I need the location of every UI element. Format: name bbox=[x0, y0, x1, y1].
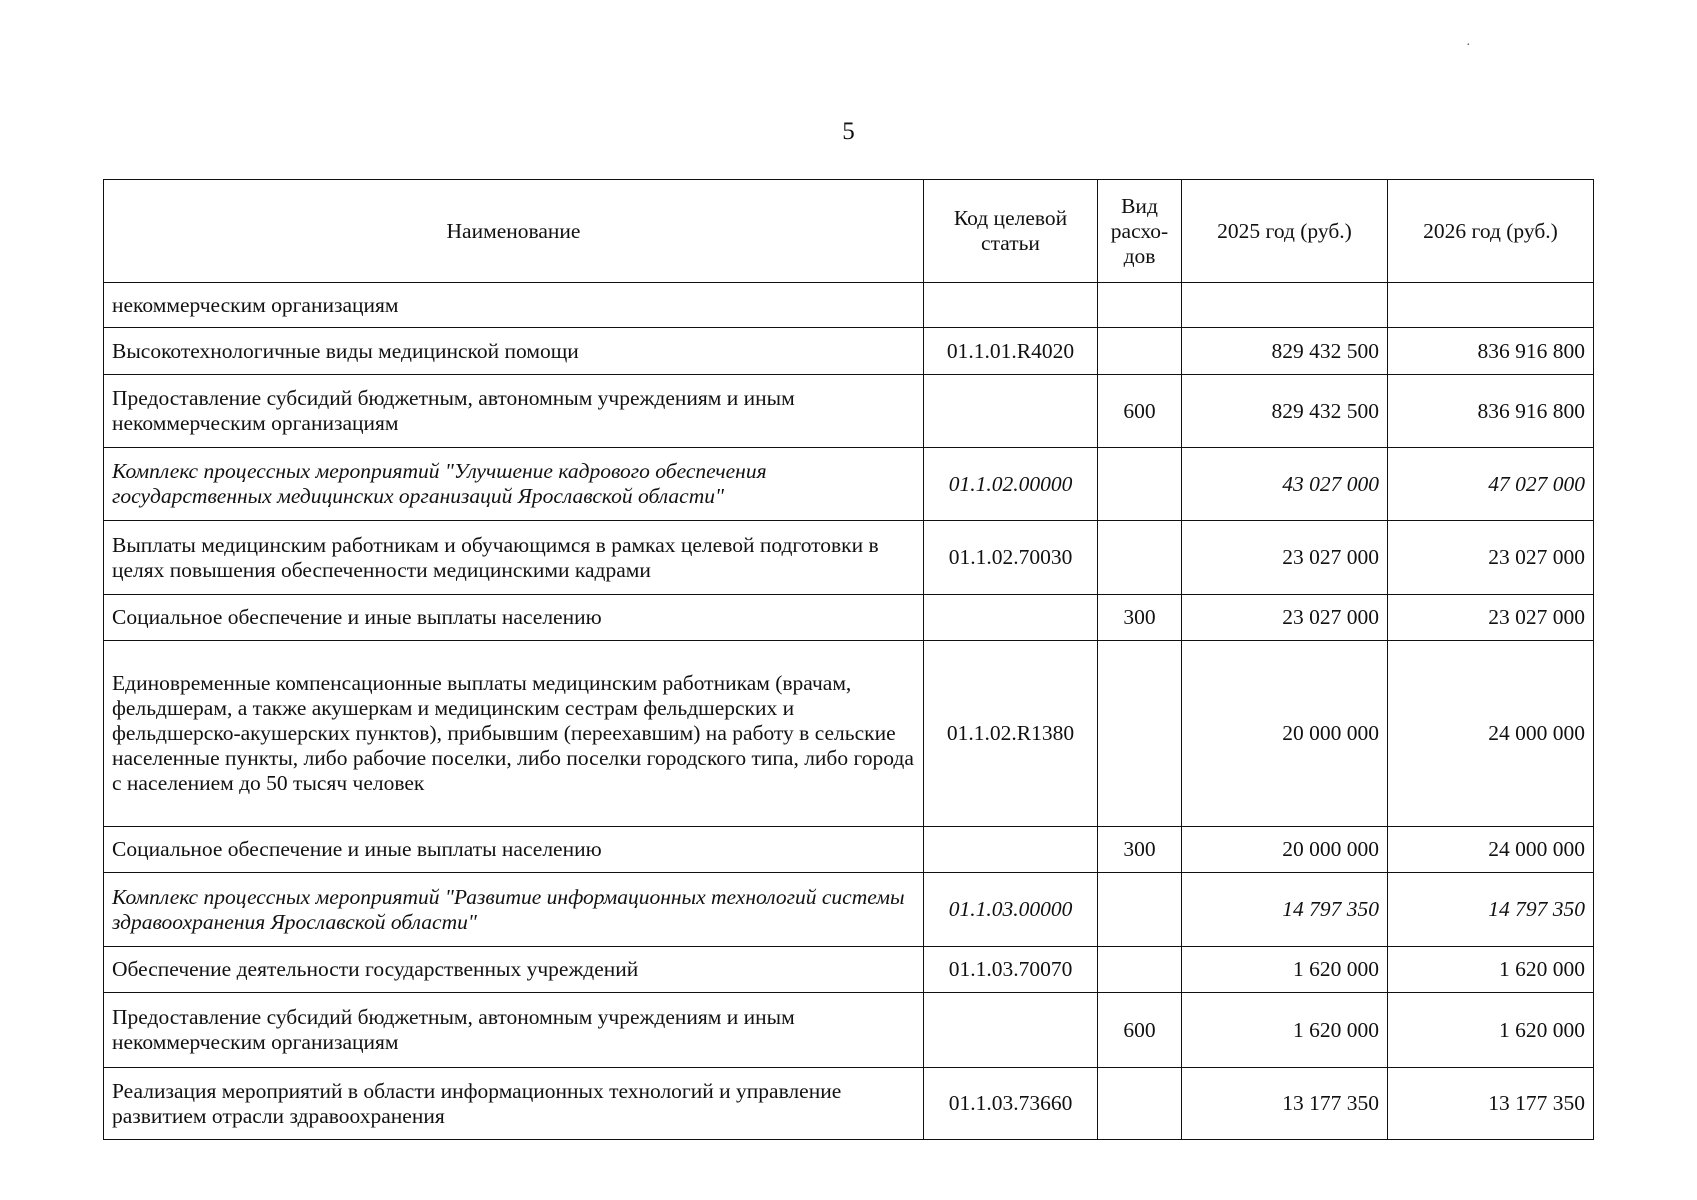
budget-table bbox=[103, 179, 1594, 1140]
row-code bbox=[924, 375, 1098, 448]
row-code bbox=[924, 993, 1098, 1068]
row-code: 01.1.03.70070 bbox=[924, 947, 1098, 993]
row-2026: 13 177 350 bbox=[1388, 1068, 1594, 1140]
row-vid: 300 bbox=[1098, 595, 1182, 641]
row-name: Единовременные компенсационные выплаты медицинским работникам (врачам, фельдшерам, а также акушеркам и медицинским сестрам фельдшерских и фельдшерско-акушерских пунктов), прибывшим (переехавшим) на работу в сельские населенные пункты, либо рабочие поселки, либо поселки городского типа, либо города с населением до 50 тысяч человек bbox=[104, 641, 924, 827]
row-2026: 836 916 800 bbox=[1388, 328, 1594, 375]
row-name: Выплаты медицинским работникам и обучающимся в рамках целевой подготовки в целях повышения обеспеченности медицинскими кадрами bbox=[104, 521, 924, 595]
table-row bbox=[104, 595, 1594, 641]
row-vid: 600 bbox=[1098, 375, 1182, 448]
row-2026: 23 027 000 bbox=[1388, 595, 1594, 641]
row-code bbox=[924, 595, 1098, 641]
table-row bbox=[104, 827, 1594, 873]
row-2025: 829 432 500 bbox=[1182, 328, 1388, 375]
row-2026: 24 000 000 bbox=[1388, 641, 1594, 827]
row-vid bbox=[1098, 1068, 1182, 1140]
row-name: Комплекс процессных мероприятий "Улучшение кадрового обеспечения государственных медицинских организаций Ярославской области" bbox=[104, 448, 924, 521]
table-row bbox=[104, 283, 1594, 328]
row-vid: 300 bbox=[1098, 827, 1182, 873]
row-2025: 43 027 000 bbox=[1182, 448, 1388, 521]
scan-dot-mark: · bbox=[1466, 38, 1471, 53]
row-code: 01.1.01.R4020 bbox=[924, 328, 1098, 375]
row-name: Предоставление субсидий бюджетным, автономным учреждениям и иным некоммерческим организациям bbox=[104, 993, 924, 1068]
table-row bbox=[104, 947, 1594, 993]
row-vid bbox=[1098, 283, 1182, 328]
row-code: 01.1.02.R1380 bbox=[924, 641, 1098, 827]
row-2025: 829 432 500 bbox=[1182, 375, 1388, 448]
row-code: 01.1.02.70030 bbox=[924, 521, 1098, 595]
row-2025: 1 620 000 bbox=[1182, 993, 1388, 1068]
row-vid bbox=[1098, 641, 1182, 827]
row-2026: 47 027 000 bbox=[1388, 448, 1594, 521]
row-vid bbox=[1098, 521, 1182, 595]
row-vid: 600 bbox=[1098, 993, 1182, 1068]
row-2025: 13 177 350 bbox=[1182, 1068, 1388, 1140]
row-name: некоммерческим организациям bbox=[104, 283, 924, 328]
page-number: 5 bbox=[842, 118, 855, 145]
row-2025 bbox=[1182, 283, 1388, 328]
row-vid bbox=[1098, 947, 1182, 993]
table-row bbox=[104, 375, 1594, 448]
header-2026: 2026 год (руб.) bbox=[1388, 180, 1594, 283]
row-vid bbox=[1098, 873, 1182, 947]
row-2026: 23 027 000 bbox=[1388, 521, 1594, 595]
row-name: Обеспечение деятельности государственных учреждений bbox=[104, 947, 924, 993]
table-row bbox=[104, 1068, 1594, 1140]
table-row bbox=[104, 993, 1594, 1068]
header-name: Наименование bbox=[104, 180, 924, 283]
row-2026: 836 916 800 bbox=[1388, 375, 1594, 448]
header-code: Код целевой статьи bbox=[924, 180, 1098, 283]
table-row bbox=[104, 521, 1594, 595]
row-name: Реализация мероприятий в области информационных технологий и управление развитием отрасли здравоохранения bbox=[104, 1068, 924, 1140]
header-2025: 2025 год (руб.) bbox=[1182, 180, 1388, 283]
row-2026: 14 797 350 bbox=[1388, 873, 1594, 947]
row-name: Предоставление субсидий бюджетным, автономным учреждениям и иным некоммерческим организациям bbox=[104, 375, 924, 448]
header-vid: Вид расхо-дов bbox=[1098, 180, 1182, 283]
table-row bbox=[104, 448, 1594, 521]
row-code: 01.1.03.00000 bbox=[924, 873, 1098, 947]
row-name: Социальное обеспечение и иные выплаты населению bbox=[104, 827, 924, 873]
row-name: Комплекс процессных мероприятий "Развитие информационных технологий системы здравоохранения Ярославской области" bbox=[104, 873, 924, 947]
table-row bbox=[104, 328, 1594, 375]
row-2025: 20 000 000 bbox=[1182, 827, 1388, 873]
row-2026: 1 620 000 bbox=[1388, 993, 1594, 1068]
row-code bbox=[924, 827, 1098, 873]
row-2025: 20 000 000 bbox=[1182, 641, 1388, 827]
table-row bbox=[104, 641, 1594, 827]
row-2025: 14 797 350 bbox=[1182, 873, 1388, 947]
row-2025: 23 027 000 bbox=[1182, 595, 1388, 641]
table-header-row bbox=[104, 180, 1594, 283]
row-name: Социальное обеспечение и иные выплаты населению bbox=[104, 595, 924, 641]
row-2026 bbox=[1388, 283, 1594, 328]
table-row bbox=[104, 873, 1594, 947]
row-code: 01.1.03.73660 bbox=[924, 1068, 1098, 1140]
row-vid bbox=[1098, 448, 1182, 521]
row-vid bbox=[1098, 328, 1182, 375]
row-code bbox=[924, 283, 1098, 328]
row-2026: 1 620 000 bbox=[1388, 947, 1594, 993]
row-2025: 23 027 000 bbox=[1182, 521, 1388, 595]
row-name: Высокотехнологичные виды медицинской помощи bbox=[104, 328, 924, 375]
row-2026: 24 000 000 bbox=[1388, 827, 1594, 873]
row-2025: 1 620 000 bbox=[1182, 947, 1388, 993]
row-code: 01.1.02.00000 bbox=[924, 448, 1098, 521]
